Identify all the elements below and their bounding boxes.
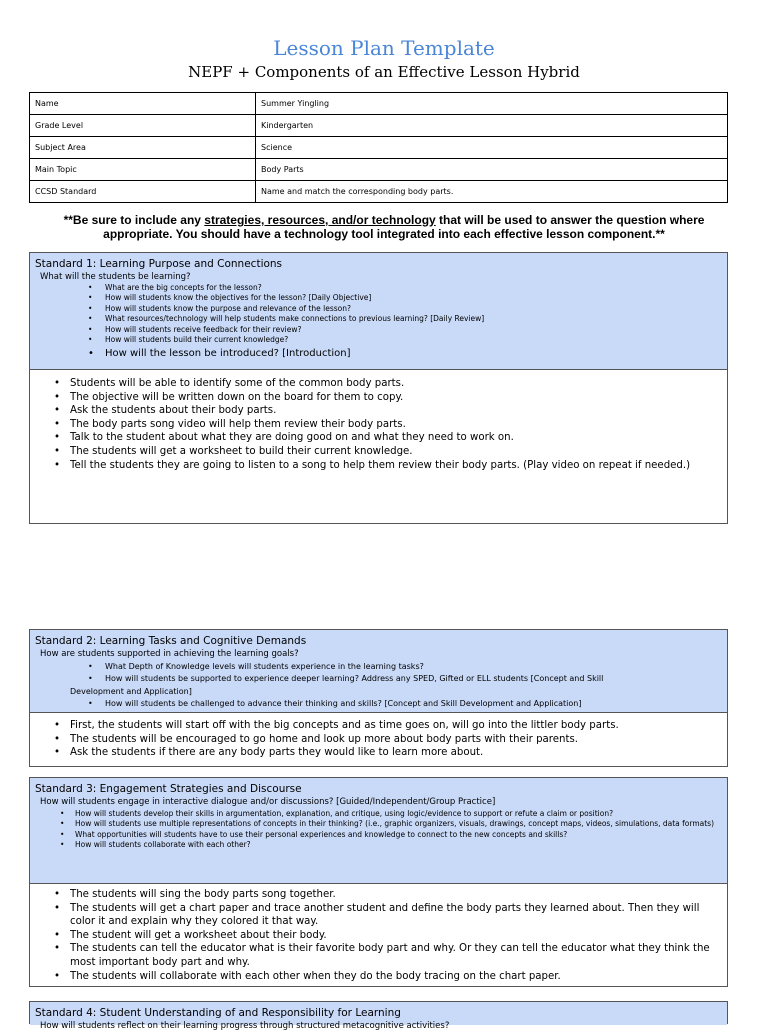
standard-2-prompts [30,661,717,685]
standard-1-section [29,252,728,524]
list-item: • First, the students will start off with the big concepts and as time goes on, will go into the littler body parts. [30,719,727,733]
list-item: • How will students use multiple representations of concepts in their thinking? (i.e., graphic organizers, visuals, drawings, concept maps, videos, simulations, data formats) [30,819,717,829]
standard-3-header [30,778,727,884]
standard-1-header [30,253,727,370]
ccsd-standard-label: CCSD Standard [30,181,256,203]
list-item: • Ask the students about their body parts. [30,404,727,418]
standard-4-section [29,1001,728,1031]
standard-3-section [29,777,728,987]
list-item: • How will students develop their skills in argumentation, explanation, and critique, using logic/evidence to support or refute a claim or position? [30,809,717,819]
main-topic-label: Main Topic [30,159,256,181]
standard-4-title: Standard 4: Student Understanding of and Responsibility for Learning [35,1007,401,1019]
standard-1-question: What will the students be learning? [40,272,191,282]
grade-level-label: Grade Level [30,115,256,137]
subject-area-value: Science [256,137,728,159]
list-item: • The body parts song video will help them review their body parts. [30,418,727,432]
list-item: • What resources/technology will help students make connections to previous learning? [Daily Review] [30,314,717,324]
ccsd-standard-value: Name and match the corresponding body parts. [256,181,728,203]
standard-2-header [30,630,727,713]
list-item: • The students will get a chart paper and trace another student and define the body parts they learned about. Then they will color it and explain why they colored it that way. [30,902,727,929]
list-item: • Ask the students if there are any body parts they would like to learn more about. [30,746,727,760]
standard-2-prompt-continuation: Development and Application] [70,687,192,696]
standard-3-answers [30,888,727,983]
standard-2-section [29,629,728,767]
list-item: • The students will be encouraged to go home and look up more about body parts with their parents. [30,733,727,747]
table-row [30,181,728,203]
list-item: • The student will get a worksheet about their body. [30,929,727,943]
list-item: • The students can tell the educator what is their favorite body part and why. Or they can tell the educator what they think the most important body part and why. [30,942,727,969]
standard-2-answers [30,719,727,760]
list-item: • How will students collaborate with each other? [30,840,717,850]
list-item: • How will students know the purpose and relevance of the lesson? [30,304,717,314]
grade-level-value: Kindergarten [256,115,728,137]
standard-2-prompts-tail [30,698,717,710]
list-item: • How will students be challenged to advance their thinking and skills? [Concept and Skill Development and Application] [30,698,717,710]
list-item: • The students will get a worksheet to build their current knowledge. [30,445,727,459]
standard-3-prompts [30,809,717,851]
list-item: • The students will sing the body parts song together. [30,888,727,902]
main-topic-value: Body Parts [256,159,728,181]
standard-2-question: How are students supported in achieving the learning goals? [40,649,299,659]
standard-1-answers [30,377,727,472]
table-row [30,159,728,181]
standard-3-question: How will students engage in interactive dialogue and/or discussions? [Guided/Independent/Group Practice] [40,797,496,807]
name-label: Name [30,93,256,115]
list-item: • What opportunities will students have to use their personal experiences and knowledge to connect to the new concepts and skills? [30,830,717,840]
list-item: • How will the lesson be introduced? [Introduction] [30,345,717,360]
instruction-note [40,213,728,241]
list-item: • What Depth of Knowledge levels will students experience in the learning tasks? [30,661,717,673]
table-row [30,137,728,159]
list-item: • The students will collaborate with each other when they do the body tracing on the chart paper. [30,970,727,984]
list-item: • Tell the students they are going to listen to a song to help them review their body parts. (Play video on repeat if needed.) [30,459,727,473]
list-item: • How will students receive feedback for their review? [30,325,717,335]
standard-2-title: Standard 2: Learning Tasks and Cognitive Demands [35,635,307,647]
note-text-start: **Be sure to include any [63,213,205,227]
list-item: • What are the big concepts for the lesson? [30,283,717,293]
list-item: • The objective will be written down on the board for them to copy. [30,391,727,405]
standard-4-question: How will students reflect on their learning progress through structured metacognitive activities? [40,1021,450,1031]
standard-1-title: Standard 1: Learning Purpose and Connections [35,258,283,270]
list-item: • Students will be able to identify some of the common body parts. [30,377,727,391]
page-subtitle: NEPF + Components of an Effective Lesson Hybrid [188,63,580,81]
standard-3-title: Standard 3: Engagement Strategies and Discourse [35,783,302,795]
standard-1-prompts [30,283,717,360]
subject-area-label: Subject Area [30,137,256,159]
table-row [30,115,728,137]
standard-4-header [30,1002,727,1031]
lesson-info-table [29,92,728,203]
page-title: Lesson Plan Template [273,36,495,60]
list-item: • Talk to the student about what they are doing good on and what they need to work on. [30,431,727,445]
list-item: • How will students know the objectives for the lesson? [Daily Objective] [30,293,717,303]
name-value: Summer Yingling [256,93,728,115]
list-item: • How will students build their current knowledge? [30,335,717,345]
note-underlined-text: strategies, resources, and/or technology [204,213,436,227]
list-item: • How will students be supported to experience deeper learning? Address any SPED, Gifted or ELL students [Concept and Skill [30,673,717,685]
note-text-end: that will be used to answer the question where appropriate. You should have a technology tool integrated into each effective lesson component.** [103,213,705,241]
table-row [30,93,728,115]
